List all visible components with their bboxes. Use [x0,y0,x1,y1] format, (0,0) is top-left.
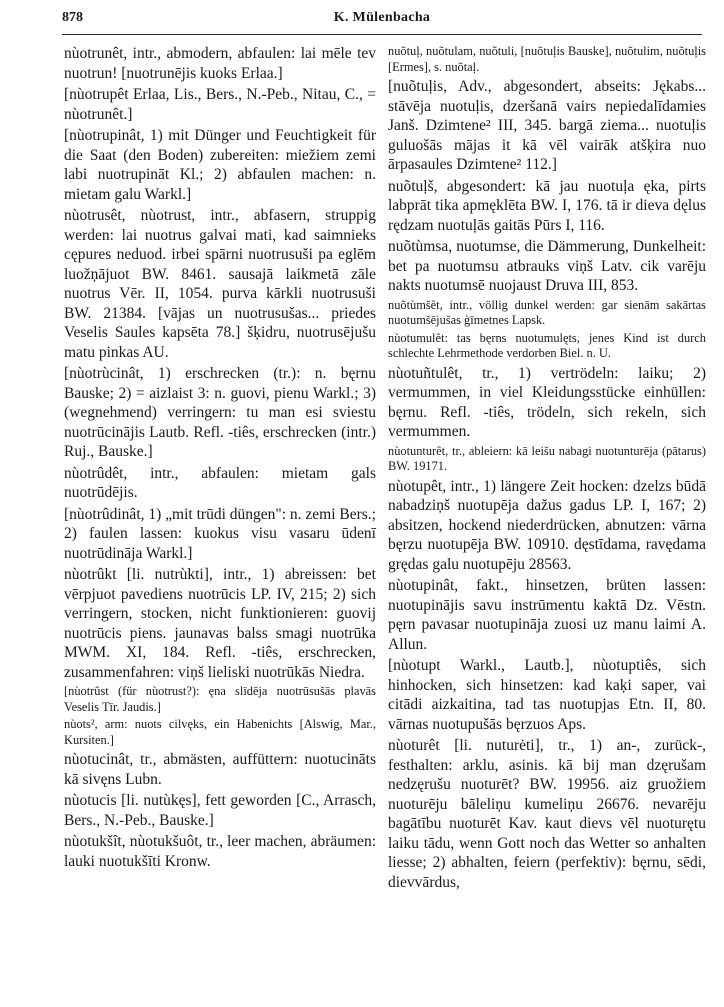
page-number: 878 [62,10,83,25]
dictionary-entry: nuõtùmšêt, intr., völlig dunkel werden: gar sienām sakārtas nuotumšējušas ģīmetnes Lapsk. [388,297,706,327]
dictionary-entry: nùotukšît, nùotukšuôt, tr., leer machen, abräumen: lauki nuotukšīti Kronw. [64,833,376,870]
dictionary-entry: nuõtuļ, nuõtulam, nuõtuli, [nuõtuļis Bauske], nuõtulim, nuõtuļis [Ermes], s. nuõtaļ. [388,44,706,74]
dictionary-entry: [nùotrûst (für nùotrust?): ęna slīdēja nuotrūsušās plavās Veselis Tīr. Jaudis.] [64,684,376,714]
dictionary-entry: nùotunturêt, tr., ableiern: kā leišu nabagi nuotunturēja (pātarus) BW. 19171. [388,443,706,473]
dictionary-entry: nùotrûkt [li. nutrùkti], intr., 1) abreissen: bet vērpjuot pavediens nuotrūcis LP. IV, 215; 2) sich verringern, stocken, nicht funktionieren: guovij nuotrūcis piens. jaunavas balss smagi nuotrūka MWM. XI, 184. Refl. -tiês, erschrecken, zusammenfahren: viņš lieliski nuotrūkās Niedra. [64,566,376,681]
left-column [64,44,376,873]
dictionary-entry: nùotrunêt, intr., abmodern, abfaulen: lai mēle tev nuotrun! [nuotrunējis kuoks Erlaa.] [64,45,376,82]
dictionary-entry: nùotrusêt, nùotrust, intr., abfasern, struppig werden: lai nuotrus galvai mati, kad saimnieks cępures neduod. irbei spārni nuotrusuši pa eglēm luožņājuot BW. 8461. sausajā laikmetā zāle nuotrus Vēr. II, 1054. purva kārkli nuotrusuši BW. 21384. [vājas un nuotrusušas... priedes Veselis Saules kapsēta 78.] šķidru, nuotrusējušu matu pinkas AU. [64,207,376,361]
dictionary-entry: nùots², arm: nuots cilvęks, ein Habenichts [Alswig, Mar., Kursiten.] [64,717,376,747]
dictionary-entry: nùotrûdêt, intr., abfaulen: mietam gals nuotrūdējis. [64,464,376,501]
running-title: K. Mülenbacha [333,10,431,25]
dictionary-entry: nuõtuļš, abgesondert: kā jau nuotuļa ęka, pirts labprāt tika apmęklēta BW. I, 176. tā ir dieva dęlus rędzam nuotuļās gaitās Pūrs I, 116. [388,177,706,234]
dictionary-entry: [nùotrùcinât, 1) erschrecken (tr.): n. bęrnu Bauske; 2) = aizlaist 3: n. guovi, pienu Warkl.; 3) (wegnehmend) verringern: tu man esi sviestu nuotrūcinājis Lautb. Refl. -tiês, erschrecken (intr.) Ruj., Bauske.] [64,365,376,460]
dictionary-entry: [nùotupt Warkl., Lautb.], nùotuptiês, sich hinhocken, sich hinsetzen: kad kaķi saper, vai citādi aizkaitina, tad tas nuotupjas Etn. II, 80. vārnas nuotupušās bęrzuos Aps. [388,657,706,733]
dictionary-entry: nùoturêt [li. nuturėti], tr., 1) an-, zurück-, festhalten: arklu, asinis. kā bij man dzęrušam nedzęrušu nuoturēt? BW. 19956. aiz gruožiem nuoturēju bāleliņu kumeliņu 26676. nevarēju bagātību nuoturēt Kav. kaut dievs vēl nuoturętu laiku tādu, wenn Gott noch das Wetter so anhalten liesse; 2) abhalten, feiern (perfektiv): bęrnu, sēdi, dievvārdus, [388,737,706,891]
dictionary-entry: nùotupinât, fakt., hinsetzen, brüten lassen: nuotupinājis savu instrūmentu kaktā Dz. Vēstn. pęrn pavasar nuotupināja zuosi uz manu laimi A. Allun. [388,577,706,653]
dictionary-entry: nuõtùmsa, nuotumse, die Dämmerung, Dunkelheit: bet pa nuotumsu atbrauks viņš Latv. cik varēju nakts nuotumsē nuojaust Druva III, 853. [388,238,706,294]
dictionary-entry: nùotuñtulêt, tr., 1) vertrödeln: laiku; 2) vermummen, in viel Kleidungsstücke einhüllen: bęrnu. Refl. -tiês, trödeln, sich rekeln, sich vermummen. [388,364,706,440]
dictionary-entry: [nùotrupêt Erlaa, Lis., Bers., N.-Peb., Nitau, C., = nùotrunêt.] [64,86,376,123]
dictionary-entry: nùotucinât, tr., abmästen, auffüttern: nuotucināts kā sivęns Lubn. [64,751,376,788]
dictionary-entry: nùotumulêt: tas bęrns nuotumulęts, jenes Kind ist durch schlechte Lehrmethode verdorben Biel. n. U. [388,330,706,360]
page-header [62,10,702,35]
right-column [388,44,706,894]
dictionary-entry: [nùotrûdinât, 1) „mit trūdi düngen": n. zemi Bers.; 2) faulen lassen: kuokus visu vasaru ūdenī nuotrūdināja Warkl.] [64,505,376,562]
dictionary-entry: nùotucis [li. nutùkęs], fett geworden [C., Arrasch, Bers., N.-Peb., Bauske.] [64,792,376,829]
dictionary-entry: [nuõtuļis, Adv., abgesondert, abseits: Jękabs... stāvēja nuotuļis, dzeršanā vairs nepiedalīdamies Janš. Dzimtene² III, 345. bargā ziema... nuotuļis guluošās mājas it kā vēl vairāk atšķira nuo ārpasaules Dzimtene² 112.] [388,78,706,173]
dictionary-entry: [nùotrupinât, 1) mit Dünger und Feuchtigkeit für die Saat (den Boden) zubereiten: miežiem zemi labi nuotrupināt Kl.; 2) abfaulen machen: n. mietam galu Warkl.] [64,127,376,203]
dictionary-entry: nùotupêt, intr., 1) längere Zeit hocken: dzelzs būdā nabadziņš nuotupēja dažus gadus LP. I, 167; 2) absitzen, hockend niederdrücken, abnutzen: vārna bęrzu nuotupēja BW. 10910. dęstīdama, ravędama grędas galu nuotupēju 28563. [388,477,706,573]
